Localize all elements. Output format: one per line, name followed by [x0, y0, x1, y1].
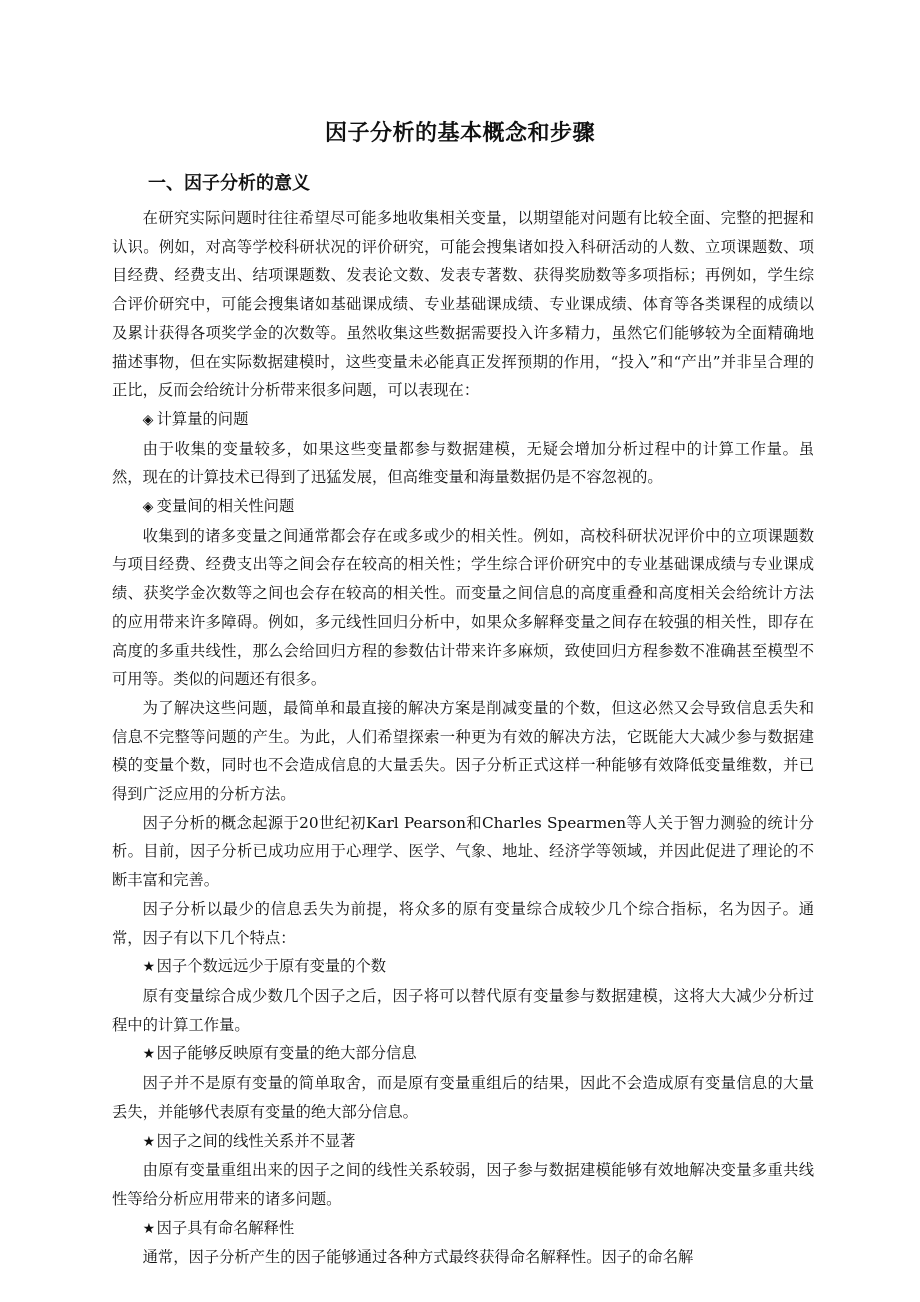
paragraph: 为了解决这些问题，最简单和最直接的解决方案是削减变量的个数，但这必然又会导致信息丢失和信息不完整等问题的产生。为此，人们希望探索一种更为有效的解决方法，它既能大大减少参与数据建模的变量个数，同时也不会造成信息的大量丢失。因子分析正式这样一种能够有效降低变量维数，并已得到广泛应用的分析方法。 — [112, 698, 814, 804]
document-body — [112, 204, 814, 1272]
bullet-heading — [112, 405, 814, 435]
paragraph: 收集到的诸多变量之间通常都会存在或多或少的相关性。例如，高校科研状况评价中的立项课题数与项目经费、经费支出等之间会存在较高的相关性；学生综合评价研究中的专业基础课成绩与专业课成绩、获奖学金次数等之间也会存在较高的相关性。而变量之间信息的高度重叠和高度相关会给统计方法的应用带来许多障碍。例如，多元线性回归分析中，如果众多解释变量之间存在较强的相关性，即存在高度的多重共线性，那么会给回归方程的参数估计带来许多麻烦，致使回归方程参数不准确甚至模型不可用等。类似的问题还有很多。 — [112, 526, 814, 689]
diamond-bullet-icon: ◈ — [142, 411, 154, 428]
star-bullet-icon: ★ — [142, 959, 156, 976]
paragraph: 因子分析以最少的信息丢失为前提，将众多的原有变量综合成较少几个综合指标，名为因子。通常，因子有以下几个特点： — [112, 899, 814, 947]
bullet-text: 因子具有命名解释性 — [156, 1218, 295, 1237]
star-bullet-icon: ★ — [142, 1220, 156, 1237]
paragraph: 原有变量综合成少数几个因子之后，因子将可以替代原有变量参与数据建模，这将大大减少分析过程中的计算工作量。 — [112, 986, 814, 1034]
document-title: 因子分析的基本概念和步骤 — [324, 121, 595, 146]
diamond-bullet-icon: ◈ — [142, 499, 154, 516]
bullet-heading — [112, 1214, 814, 1244]
star-bullet-icon: ★ — [142, 1046, 156, 1063]
star-bullet-icon: ★ — [142, 1133, 156, 1150]
paragraph: 在研究实际问题时往往希望尽可能多地收集相关变量，以期望能对问题有比较全面、完整的把握和认识。例如，对高等学校科研状况的评价研究，可能会搜集诸如投入科研活动的人数、立项课题数、项目经费、经费支出、结项课题数、发表论文数、发表专著数、获得奖励数等多项指标；再例如，学生综合评价研究中，可能会搜集诸如基础课成绩、专业基础课成绩、专业课成绩、体育等各类课程的成绩以及累计获得各项奖学金的次数等。虽然收集这些数据需要投入许多精力，虽然它们能够较为全面精确地描述事物，但在实际数据建模时，这些变量未必能真正发挥预期的作用，“投入”和“产出”并非呈合理的正比，反而会给统计分析带来很多问题，可以表现在： — [112, 209, 814, 400]
bullet-text: 因子个数远远少于原有变量的个数 — [156, 957, 387, 976]
section-heading: 一、因子分析的意义 — [148, 173, 310, 194]
bullet-text: 因子之间的线性关系并不显著 — [156, 1131, 356, 1150]
bullet-heading — [112, 952, 814, 982]
paragraph: 由于收集的变量较多，如果这些变量都参与数据建模，无疑会增加分析过程中的计算工作量。虽然，现在的计算技术已得到了迅猛发展，但高维变量和海量数据仍是不容忽视的。 — [112, 439, 814, 487]
bullet-text: 因子能够反映原有变量的绝大部分信息 — [156, 1044, 417, 1063]
paragraph: 通常，因子分析产生的因子能够通过各种方式最终获得命名解释性。因子的命名解 — [142, 1248, 694, 1267]
paragraph: 由原有变量重组出来的因子之间的线性关系较弱，因子参与数据建模能够有效地解决变量多重共线性等给分析应用带来的诸多问题。 — [112, 1161, 814, 1208]
bullet-text: 计算量的问题 — [156, 409, 249, 428]
paragraph: 因子分析的概念起源于20世纪初Karl Pearson和Charles Spearmen等人关于智力测验的统计分析。目前，因子分析已成功应用于心理学、医学、气象、地址、经济学等领域，并因此促进了理论的不断丰富和完善。 — [112, 813, 814, 890]
bullet-heading — [112, 1127, 814, 1157]
bullet-heading — [112, 1039, 814, 1069]
bullet-heading — [112, 492, 814, 522]
bullet-text: 变量间的相关性问题 — [156, 497, 295, 516]
paragraph: 因子并不是原有变量的简单取舍，而是原有变量重组后的结果，因此不会造成原有变量信息的大量丢失，并能够代表原有变量的绝大部分信息。 — [112, 1074, 814, 1121]
